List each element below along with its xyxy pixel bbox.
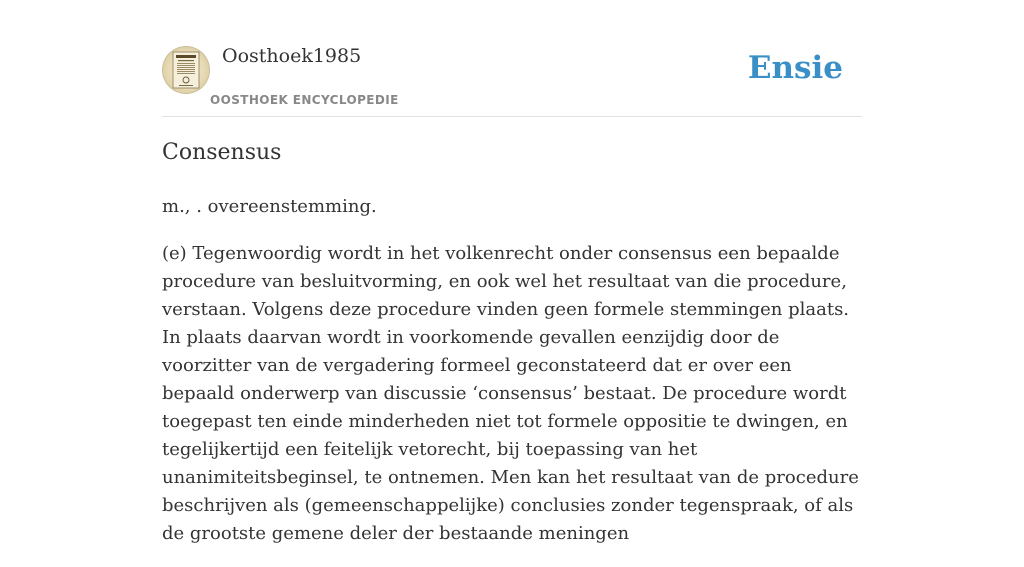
page-header <box>162 0 862 117</box>
author-name[interactable]: Oosthoek1985 <box>222 45 362 67</box>
encyclopedia-title-page-icon <box>162 46 210 94</box>
author-avatar[interactable] <box>162 46 210 94</box>
article-definition: m., . overeenstemming. <box>162 196 377 217</box>
article-paragraph: (e) Tegenwoordig wordt in het volkenrecht onder consensus een bepaalde procedure van besluitvorming, en ook wel het resultaat van die procedure, verstaan. Volgens deze procedure vinden geen formele stemmingen plaats. In plaats daarvan wordt in voorkomende gevallen eenzijdig door de voorzitter van de vergadering formeel geconstateerd dat er over een bepaald onderwerp van discussie ‘consensus’ bestaat. De procedure wordt toegepast ten einde minderheden niet tot formele oppositie te dwingen, en tegelijkertijd een feitelijk vetorecht, bij toepassing van het unanimiteitsbeginsel, te ontnemen. Men kan het resultaat van de procedure beschrijven als (gemeenschappelijke) conclusies zonder tegenspraak, of als de grootste gemene deler der bestaande meningen <box>162 243 859 544</box>
source-label[interactable]: OOSTHOEK ENCYCLOPEDIE <box>210 93 399 107</box>
article-title: Consensus <box>162 140 282 165</box>
article-body <box>162 193 868 567</box>
site-logo[interactable]: Ensie <box>747 50 843 86</box>
